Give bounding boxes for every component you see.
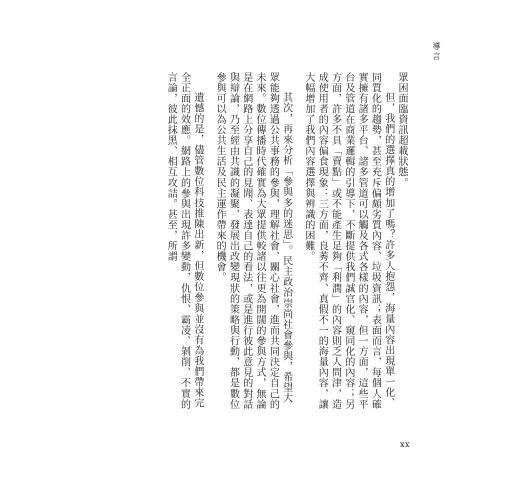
running-head: 導言 <box>432 42 441 62</box>
paragraph-3: 其次，再來分析「參與多的迷思」。民主政治崇尚社會參與，希望大眾能夠透過公共事務的參與，理解社會、關心社會，進而共同決定自己的未來。數位傳播時代確實為大眾提供較諸以往更為開闊的參與方式，無論是在網路上分享自己的見聞、表達自己的看法，或是進行彼此意見的對話與辯論，乃至經由共識的凝聚，發展出改變現狀的策略與行動，都是數位參與可以為公共生活及民主運作帶來的機會。 <box>214 72 292 410</box>
body-text <box>58 72 408 410</box>
paragraph-4: 遺憾的是，儘管數位科技推陳出新，但數位參與並沒有為我們帶來完全正面的效應。網路上的參與出現許多變動，仇恨、霸凌、剝削、不實的言論，彼此抹黑、相互攻詰。甚至，所謂 <box>165 72 203 410</box>
page-number: xx <box>400 440 411 449</box>
paragraph-2: 但，我們的選擇真的增加了嗎？許多人抱怨，海量內容出現單一化、同質化的趨勢，甚至充斥偏頗劣質內容、垃圾資訊；表面而言，每個人確實擁有諸多平台、諸多管道可以觸及各式各樣的內容，但一方面，這些平台及管道在商業邏輯的引導下，不斷提供我們誠官化、窺同化的內容；另方面，許多不具「賣點」或不能產生足夠「利潤」的內容則乏人問津，造成使用者的內容偏食現象：三方面，良莠不齊、真假不一的海量內容，讓大幅增加了我們內容選擇與辨識的困難。 <box>302 72 394 410</box>
paragraph-1: 眾困面臨資訊超載狀態。 <box>396 72 407 189</box>
